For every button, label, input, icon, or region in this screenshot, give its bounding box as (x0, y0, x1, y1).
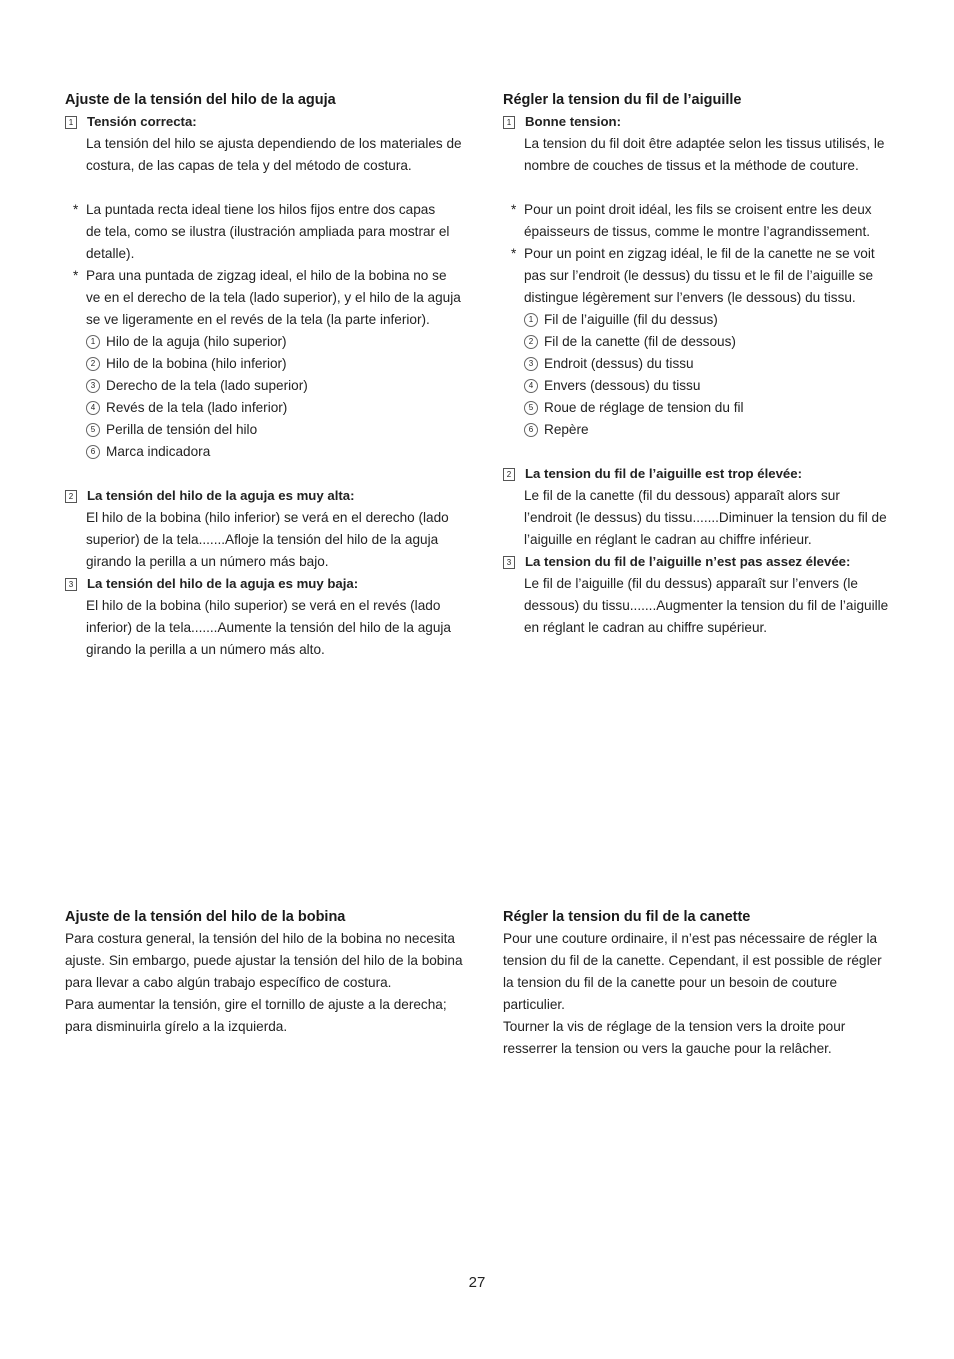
list-item: 4 Revés de la tela (lado inferior) (65, 397, 485, 419)
paragraph-line: l’aiguille en réglant le cadran au chiffre inférieur. (524, 532, 812, 547)
paragraph-line: girando la perilla a un número más alto. (86, 642, 325, 657)
note-line: pas sur l’endroit (le dessus) du tissu et le fil de l’aiguille se (524, 268, 874, 283)
subsection-heading: 1 Bonne tension: (503, 111, 923, 133)
paragraph-line: para disminuirla gírelo a la izquierda. (65, 1019, 288, 1034)
note-line: Pour un point droit idéal, les fils se croisent entre les deux (524, 202, 872, 217)
note-line: detalle). (86, 246, 135, 261)
asterisk-icon: * (73, 268, 79, 283)
section-title: Régler la tension du fil de la canette (503, 909, 751, 925)
circled-number-icon: 6 (524, 423, 538, 437)
section-title: Ajuste de la tensión del hilo de la aguja (65, 92, 336, 108)
circled-number-icon: 5 (524, 401, 538, 415)
list-item: 1 Fil de l’aiguille (fil du dessus) (503, 309, 923, 331)
asterisk-icon: * (73, 202, 79, 217)
note-line: La puntada recta ideal tiene los hilos fijos entre dos capas (86, 202, 436, 217)
section-es-needle-tension (65, 89, 485, 661)
section-fr-needle-tension (503, 89, 923, 639)
paragraph-line: Para aumentar la tensión, gire el tornillo de ajuste a la derecha; (65, 997, 447, 1012)
paragraph-line: Le fil de la canette (fil du dessous) apparaît alors sur (524, 488, 840, 503)
subsection-heading: 1 Tensión correcta: (65, 111, 485, 133)
list-item: 1 Hilo de la aguja (hilo superior) (65, 331, 485, 353)
paragraph-line: Tourner la vis de réglage de la tension vers la droite pour (503, 1019, 846, 1034)
subsection-heading: 3 La tension du fil de l’aiguille n’est pas assez élevée: (503, 551, 923, 573)
number-box-icon: 1 (503, 116, 515, 129)
number-box-icon: 1 (65, 116, 77, 129)
paragraph-line: costura, de las capas de tela y del método de costura. (86, 158, 412, 173)
section-title: Régler la tension du fil de l’aiguille (503, 92, 742, 108)
note-line: épaisseurs de tissus, comme le montre l’agrandissement. (524, 224, 871, 239)
circled-number-icon: 1 (524, 313, 538, 327)
list-item: 5 Perilla de tensión del hilo (65, 419, 485, 441)
list-item: 3 Endroit (dessus) du tissu (503, 353, 923, 375)
asterisk-icon: * (511, 202, 517, 217)
paragraph-line: l’endroit (le dessus) du tissu.......Diminuer la tension du fil de (524, 510, 887, 525)
note-line: Pour un point en zigzag idéal, le fil de la canette ne se voit (524, 246, 875, 261)
paragraph-line: Para costura general, la tensión del hilo de la bobina no necesita (65, 931, 455, 946)
list-item: 2 Hilo de la bobina (hilo inferior) (65, 353, 485, 375)
number-box-icon: 3 (65, 578, 77, 591)
note-line: distingue légèrement sur l’envers (le dessous) du tissu. (524, 290, 856, 305)
paragraph-line: El hilo de la bobina (hilo inferior) se verá en el derecho (lado (86, 510, 449, 525)
circled-number-icon: 3 (524, 357, 538, 371)
list-item: 2 Fil de la canette (fil de dessous) (503, 331, 923, 353)
note-item (503, 199, 923, 243)
paragraph-line: en réglant le cadran au chiffre supérieur. (524, 620, 768, 635)
section-es-bobbin-tension (65, 906, 485, 1038)
paragraph-line: superior) de la tela.......Afloje la tensión del hilo de la aguja (86, 532, 439, 547)
circled-number-icon: 1 (86, 335, 100, 349)
list-item: 5 Roue de réglage de tension du fil (503, 397, 923, 419)
paragraph-line: La tensión del hilo se ajusta dependiendo de los materiales de (86, 136, 462, 151)
subsection-heading: 2 La tensión del hilo de la aguja es muy alta: (65, 485, 485, 507)
paragraph-line: tension du fil de la canette. Cependant, il est possible de régler (503, 953, 882, 968)
paragraph-line: la tension du fil de la canette pour un besoin de couture (503, 975, 838, 990)
paragraph-line: ajuste. Sin embargo, puede ajustar la tensión del hilo de la bobina (65, 953, 463, 968)
paragraph-line: El hilo de la bobina (hilo superior) se verá en el revés (lado (86, 598, 441, 613)
paragraph-line: particulier. (503, 997, 565, 1012)
list-item: 4 Envers (dessous) du tissu (503, 375, 923, 397)
paragraph-line: dessous) du tissu.......Augmenter la tension du fil de l’aiguille (524, 598, 889, 613)
list-item: 6 Marca indicadora (65, 441, 485, 463)
section-title: Ajuste de la tensión del hilo de la bobina (65, 909, 346, 925)
note-line: se ve ligeramente en el revés de la tela (la parte inferior). (86, 312, 430, 327)
paragraph-line: La tension du fil doit être adaptée selon les tissus utilisés, le (524, 136, 885, 151)
number-box-icon: 2 (65, 490, 77, 503)
paragraph-line: para llevar a cabo algún trabajo específico de costura. (65, 975, 392, 990)
note-line: ve en el derecho de la tela (lado superior), y el hilo de la aguja (86, 290, 461, 305)
circled-number-icon: 5 (86, 423, 100, 437)
number-box-icon: 2 (503, 468, 515, 481)
note-item (503, 243, 923, 309)
circled-number-icon: 4 (86, 401, 100, 415)
circled-number-icon: 6 (86, 445, 100, 459)
note-item (65, 265, 485, 331)
number-box-icon: 3 (503, 556, 515, 569)
circled-number-icon: 4 (524, 379, 538, 393)
paragraph-line: Pour une couture ordinaire, il n’est pas nécessaire de régler la (503, 931, 878, 946)
page-number: 27 (468, 1274, 486, 1291)
paragraph-line: inferior) de la tela.......Aumente la tensión del hilo de la aguja (86, 620, 451, 635)
circled-number-icon: 3 (86, 379, 100, 393)
list-item: 6 Repère (503, 419, 923, 441)
subsection-heading: 3 La tensión del hilo de la aguja es muy baja: (65, 573, 485, 595)
paragraph-line: nombre de couches de tissus et la méthode de couture. (524, 158, 859, 173)
circled-number-icon: 2 (524, 335, 538, 349)
paragraph-line: resserrer la tension ou vers la gauche pour la relâcher. (503, 1041, 832, 1056)
circled-number-icon: 2 (86, 357, 100, 371)
paragraph-line: girando la perilla a un número más bajo. (86, 554, 329, 569)
section-fr-bobbin-tension (503, 906, 923, 1060)
subsection-heading: 2 La tension du fil de l’aiguille est trop élevée: (503, 463, 923, 485)
asterisk-icon: * (511, 246, 517, 261)
note-item (65, 199, 485, 265)
paragraph-line: Le fil de l’aiguille (fil du dessus) apparaît sur l’envers (le (524, 576, 858, 591)
note-line: Para una puntada de zigzag ideal, el hilo de la bobina no se (86, 268, 447, 283)
list-item: 3 Derecho de la tela (lado superior) (65, 375, 485, 397)
note-line: de tela, como se ilustra (ilustración ampliada para mostrar el (86, 224, 450, 239)
